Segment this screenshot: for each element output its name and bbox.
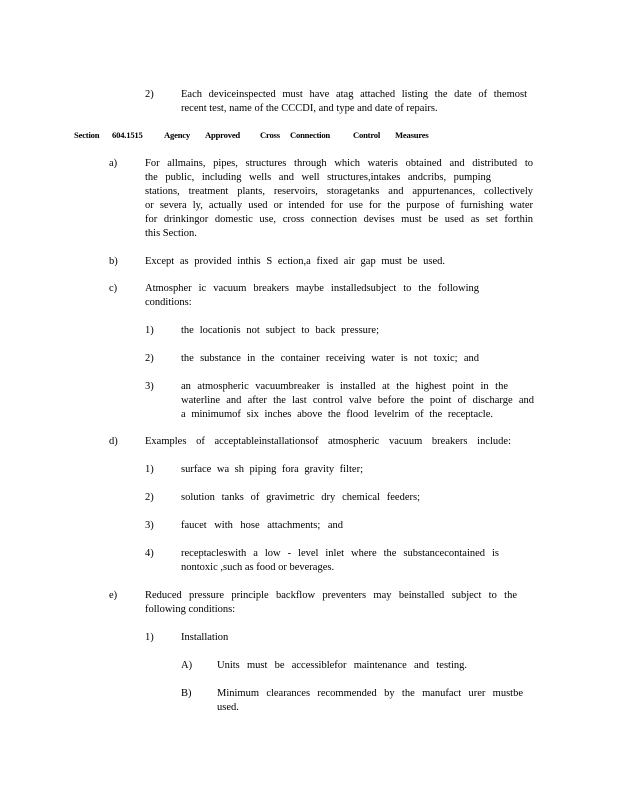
heading-section: Section	[74, 130, 100, 140]
para-c-line-1: Atmospher ic vacuum breakers maybe installedsubject to the following	[145, 283, 479, 294]
para-c-item-3-line-2: waterline and after the last control valve before the point of discharge and	[181, 395, 534, 406]
para-e-sub-a-marker: A)	[181, 660, 193, 671]
para-d-item-4-marker: 4)	[145, 548, 154, 559]
para-a-line-4: or severa ly, actually used or intended for use for the purpose of furnishing water	[145, 200, 533, 211]
heading-word-connection: Connection	[290, 130, 331, 140]
para-c-item-2-marker: 2)	[145, 353, 154, 364]
para-e-sub-b-line-1: Minimum clearances recommended by the manufact urer mustbe	[217, 688, 523, 699]
para-e-item-1-text	[181, 631, 261, 645]
para-d-item-2-text	[181, 491, 420, 505]
heading-word-measures: Measures	[395, 130, 429, 140]
para-e-line-1: Reduced pressure principle backflow preventers may beinstalled subject to the	[145, 590, 517, 601]
para-a-line-5: for drinkingor domestic use, cross connection devises must be used as set forthin	[145, 214, 533, 225]
para-a-line-6: this Section.	[145, 228, 197, 239]
para-e-line-2: following conditions:	[145, 604, 236, 615]
heading-word-approved: Approved	[205, 130, 241, 140]
para-c-item-3-line-3: a minimumof six inches above the flood levelrim of the receptacle.	[181, 409, 493, 420]
para-a-text	[145, 157, 533, 241]
para-e-sub-b-marker: B)	[181, 688, 192, 699]
para-c-item-3-text	[181, 380, 534, 422]
para-d-item-1-text	[181, 463, 363, 477]
para-c-item-3-marker: 3)	[145, 381, 154, 392]
para-a-marker: a)	[109, 158, 118, 169]
para-c-item-1-marker: 1)	[145, 325, 154, 336]
para-a-line-2: the public, including wells and well structures,intakes andcribs, pumping	[145, 172, 491, 183]
para-d-item-1-line-1: surface wa sh piping fora gravity filter;	[181, 464, 363, 475]
para-c-item-2-line-1: the substance in the container receiving water is not toxic; and	[181, 353, 479, 364]
heading-word-cross: Cross	[260, 130, 280, 140]
para-d-item-4-text	[181, 547, 499, 575]
para-d-item-4-line-1: receptacleswith a low - level inlet where the substancecontained is	[181, 548, 499, 559]
para-e-sub-a-line-1: Units must be accessiblefor maintenance and testing.	[217, 660, 467, 671]
para-d-marker: d)	[109, 436, 118, 447]
para-c-item-3-line-1: an atmospheric vacuumbreaker is installed at the highest point in the	[181, 381, 508, 392]
para-c-line-2: conditions:	[145, 297, 192, 308]
para-d-item-1-marker: 1)	[145, 464, 154, 475]
para-e-item-1-line-1: Installation	[181, 632, 229, 643]
para-c-item-1-text	[181, 324, 379, 338]
para-e-sub-a-text	[217, 659, 467, 673]
para-d-item-3-line-1: faucet with hose attachments; and	[181, 520, 343, 531]
item-2-text	[181, 88, 527, 116]
para-d-item-4-line-2: nontoxic ,such as food or beverages.	[181, 562, 335, 573]
para-e-marker: e)	[109, 590, 118, 601]
para-d-item-3-text	[181, 519, 343, 533]
para-e-item-1-marker: 1)	[145, 632, 154, 643]
para-d-item-2-line-1: solution tanks of gravimetric dry chemical feeders;	[181, 492, 420, 503]
para-e-text	[145, 589, 517, 617]
para-c-item-1-line-1: the locationis not subject to back pressure;	[181, 325, 379, 336]
para-a-line-3: stations, treatment plants, reservoirs, storagetanks and appurtenances, collectively	[145, 186, 533, 197]
para-a-line-1: For allmains, pipes, structures through which wateris obtained and distributed to	[145, 158, 533, 169]
para-e-sub-b-line-2: used.	[217, 702, 239, 713]
heading-word-control: Control	[353, 130, 381, 140]
para-c-marker: c)	[109, 283, 118, 294]
para-b-line-1: Except as provided inthis S ection,a fixed air gap must be used.	[145, 256, 445, 267]
item-2-line-2: recent test, name of the CCCDI, and type and date of repairs.	[181, 103, 438, 114]
para-b-marker: b)	[109, 256, 118, 267]
para-d-item-2-marker: 2)	[145, 492, 154, 503]
heading-word-agency: Agency	[164, 130, 191, 140]
item-2-marker: 2)	[145, 89, 154, 100]
item-2-line-1: Each deviceinspected must have atag attached listing the date of themost	[181, 89, 527, 100]
para-b-text	[145, 255, 445, 269]
para-d-item-3-marker: 3)	[145, 520, 154, 531]
heading-number: 604.1515	[112, 130, 143, 140]
para-c-text	[145, 282, 479, 310]
para-e-sub-b-text	[217, 687, 523, 715]
para-c-item-2-text	[181, 352, 479, 366]
para-d-line-1: Examples of acceptableinstallationsof atmospheric vacuum breakers include:	[145, 436, 511, 447]
para-d-text	[145, 435, 511, 449]
